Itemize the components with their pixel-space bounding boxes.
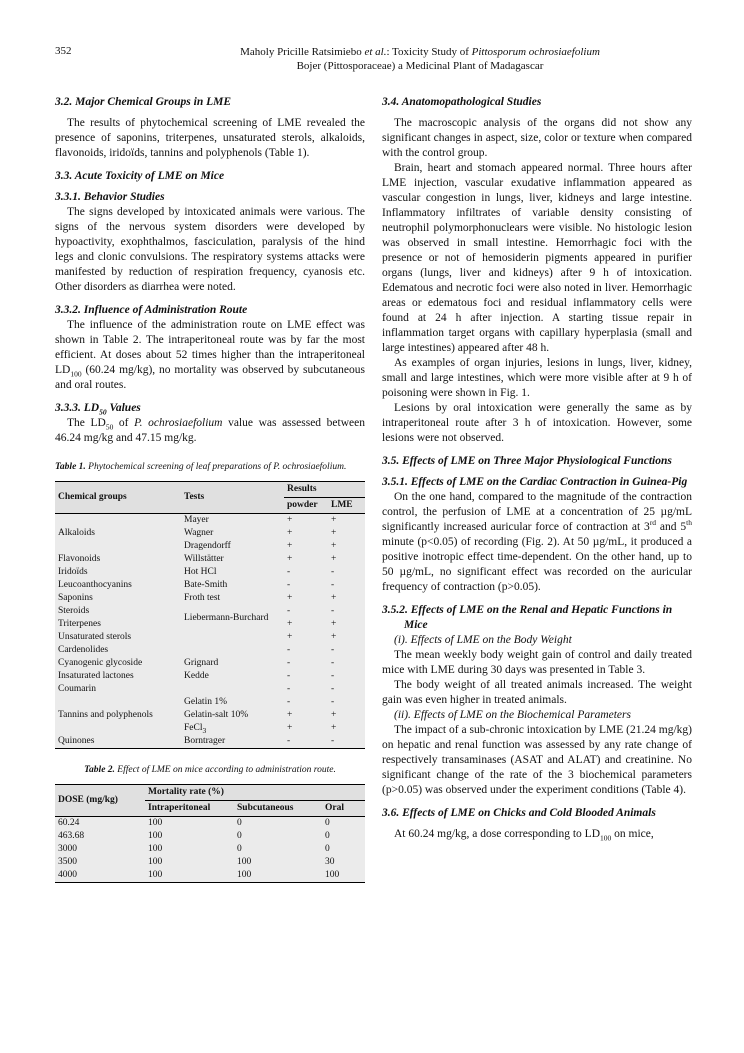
table-row: Alkaloids Mayer + + xyxy=(55,514,365,528)
section-3-6-text: At 60.24 mg/kg, a dose corresponding to $LD_{100}$ on mice, xyxy=(394,828,654,843)
table-1 xyxy=(55,481,365,749)
section-3-4-p2: Brain, heart and stomach appeared normal. Three hours after LME injection, vascular exudative inflammation appeared as vascular congestion in lungs, liver, kidneys and large intestine. Inflammatory infiltrates of variable density consisting of neutrophil polymorphonuclears were visible. No histologic lesion was observed in small intestine. Hemorrhagic foci with the presence or not of hemosiderin pigments appeared in purifier organs (lungs, liver and kidneys) after 9 h of intoxication. Edematous and necrotic foci were also noted in liver. Hemorrhagic areas or edematous foci and residual inflammatory cells were found at 24 h after injection. A starting tissue repair in inflammation target organs with capillary hyperplasia (small and large intestines) appeared after 48 h. xyxy=(382,162,692,354)
table-row: 3000 100 0 0 xyxy=(55,843,365,856)
table-row: Saponins Froth test + + xyxy=(55,592,365,605)
section-3-5-2-p3: The impact of a sub-chronic intoxication by LME (21.24 mg/kg) on hepatic and renal function was assessed by any rate change of respectively transaminases (ASAT and ALAT) and creatinine. No significant change of the rate of the 3 biochemical parameters (p>0.05) was observed under the experiment conditions (Table 4). xyxy=(382,724,692,796)
table-row: Cyanogenic glycoside Grignard - - xyxy=(55,657,365,670)
section-3-3-1-heading: 3.3.1. Behavior Studies xyxy=(55,191,165,203)
table-row: Cardenolides - - xyxy=(55,644,365,657)
table-2-col-ip: Intraperitoneal xyxy=(145,801,234,817)
table-1-caption: Table 1. Phytochemical screening of leaf preparations of P. ochrosiaefolium. xyxy=(55,462,347,472)
section-3-5-2-heading: 3.5.2. Effects of LME on the Renal and Hepatic Functions in Mice xyxy=(382,604,673,631)
table-1-col-lme: LME xyxy=(328,498,365,514)
table-row: Quinones Borntrager - - xyxy=(55,735,365,749)
section-3-4-heading: 3.4. Anatomopathological Studies xyxy=(382,96,542,108)
table-2-col-mortality: Mortality rate (%) xyxy=(145,785,365,801)
section-3-3-2-heading: 3.3.2. Influence of Administration Route xyxy=(55,304,248,316)
section-3-3-heading: 3.3. Acute Toxicity of LME on Mice xyxy=(55,170,225,182)
section-3-3-2-text: The influence of the administration route on LME effect was shown in Table 2. The intraperitoneal route was by far the most efficient. At doses about 52 times higher than the intraperitoneal $LD_{100}$ (60.24 mg/kg), no mortality was observed by subcutaneous and oral routes. xyxy=(55,319,365,391)
table-row: Gelatin-salt 10% + + xyxy=(55,709,365,722)
table-1-col-results: Results xyxy=(284,482,365,498)
table-1-col-group: Chemical groups xyxy=(55,482,181,514)
right-column xyxy=(382,95,692,842)
table-2-col-dose: DOSE (mg/kg) xyxy=(55,785,145,817)
table-row: FeCl$_3$ + + xyxy=(55,722,365,735)
table-row: 60.24 100 0 0 xyxy=(55,817,365,831)
table-row: Flavonoids Willstätter + + xyxy=(55,553,365,566)
section-3-4-p1: The macroscopic analysis of the organs did not show any significant changes in aspect, size, color or texture when compared with the control group. xyxy=(382,117,692,159)
section-3-5-heading: 3.5. Effects of LME on Three Major Physiological Functions xyxy=(382,455,672,467)
subsection-ii-heading: (ii). Effects of LME on the Biochemical Parameters xyxy=(394,709,631,721)
running-head-etal: et al. xyxy=(364,46,387,58)
table-row: Insaturated lactones Kedde - - xyxy=(55,670,365,683)
table-row: Triterpenes + + xyxy=(55,618,365,631)
section-3-6-heading: 3.6. Effects of LME on Chicks and Cold Blooded Animals xyxy=(382,807,656,819)
section-3-5-2-p1: The mean weekly body weight gain of control and daily treated mice with LME during 30 days was presented in Table 3. xyxy=(382,649,692,676)
section-3-4-p3: As examples of organ injuries, lesions in lungs, liver, kidney, small and large intestines, which were more visible after at 9 h of poisoning were shown in Fig. 1. xyxy=(382,357,692,399)
table-2-col-oral: Oral xyxy=(322,801,365,817)
section-3-3-1-text: The signs developed by intoxicated animals were various. The signs of the nervous system disorders were developed by hypoactivity, exophthalmos, fasciculation, paralysis of the hind legs and clonic convulsions. The respiratory systems attacks were manifested by reduction of respiration frequency, cyanosis etc. Other disorders as diarrhea were noted. xyxy=(55,206,365,293)
table-1-col-powder: powder xyxy=(284,498,328,514)
section-3-3-3-text: The $LD_{50}$ of P. ochrosiaefolium value was assessed between 46.24 mg/kg and 47.15 mg/kg. xyxy=(55,417,365,444)
page-number: 352 xyxy=(55,45,72,57)
table-row: 463.68 100 0 0 xyxy=(55,830,365,843)
table-2-caption: Table 2. Effect of LME on mice according to administration route. xyxy=(84,765,336,775)
table-row: Iridoïds Hot HCl - - xyxy=(55,566,365,579)
table-row: Dragendorff + + xyxy=(55,540,365,553)
section-3-5-1-text: On the one hand, compared to the magnitude of the contraction control, the perfusion of LME at a concentration of 25 µg/mL significantly increased auricular force of contraction at 3rd and 5th minute (p<0.05) of recording (Fig. 2). At 50 µg/mL, it produced a positive inotropic effect time-dependent. On the other hand, up to 50 µg/mL, no significant effect was recorded on the auricular frequency of contraction (p>0.05). xyxy=(382,491,692,593)
section-3-5-2-p2: The body weight of all treated animals increased. The weight gain was even higher in treated animals. xyxy=(382,679,692,706)
section-3-2-text: The results of phytochemical screening of LME revealed the presence of saponins, triterpenes, unsaturated sterols, alkaloids, flavonoids, iridoïds, tannins and polyphenols (Table 1). xyxy=(55,117,365,159)
running-head-title: : Toxicity Study of xyxy=(386,46,472,58)
table-row: 4000 100 100 100 xyxy=(55,869,365,883)
table-row: Unsaturated sterols + + xyxy=(55,631,365,644)
table-1-col-tests: Tests xyxy=(181,482,284,514)
section-3-4-p4: Lesions by oral intoxication were generally the same as by intraperitoneal route after 3 h of intoxication. However, some lesions were not observed. xyxy=(382,402,692,444)
running-head-line2: Bojer (Pittosporaceae) a Medicinal Plant of Madagascar xyxy=(296,60,544,72)
running-head-species: Pittosporum ochrosiaefolium xyxy=(471,46,600,58)
table-2-col-sc: Subcutaneous xyxy=(234,801,322,817)
running-head xyxy=(150,45,690,73)
subsection-i-heading: (i). Effects of LME on the Body Weight xyxy=(394,634,572,646)
table-row: Tannins and polyphenols Gelatin 1% - - xyxy=(55,696,365,709)
table-row: Wagner + + xyxy=(55,527,365,540)
left-column xyxy=(55,95,365,883)
table-2 xyxy=(55,784,365,883)
table-row: Steroids Liebermann-Burchard - - xyxy=(55,605,365,618)
table-row: Coumarin - - xyxy=(55,683,365,696)
table-row: Leucoanthocyanins Bate-Smith - - xyxy=(55,579,365,592)
table-row: 3500 100 100 30 xyxy=(55,856,365,869)
section-3-5-1-heading: 3.5.1. Effects of LME on the Cardiac Contraction in Guinea-Pig xyxy=(382,476,688,488)
section-3-2-heading: 3.2. Major Chemical Groups in LME xyxy=(55,96,232,108)
section-3-3-3-heading: 3.3.3. $LD_{50}$ Values xyxy=(55,402,141,417)
running-head-authors: Maholy Pricille Ratsimiebo xyxy=(240,46,362,58)
